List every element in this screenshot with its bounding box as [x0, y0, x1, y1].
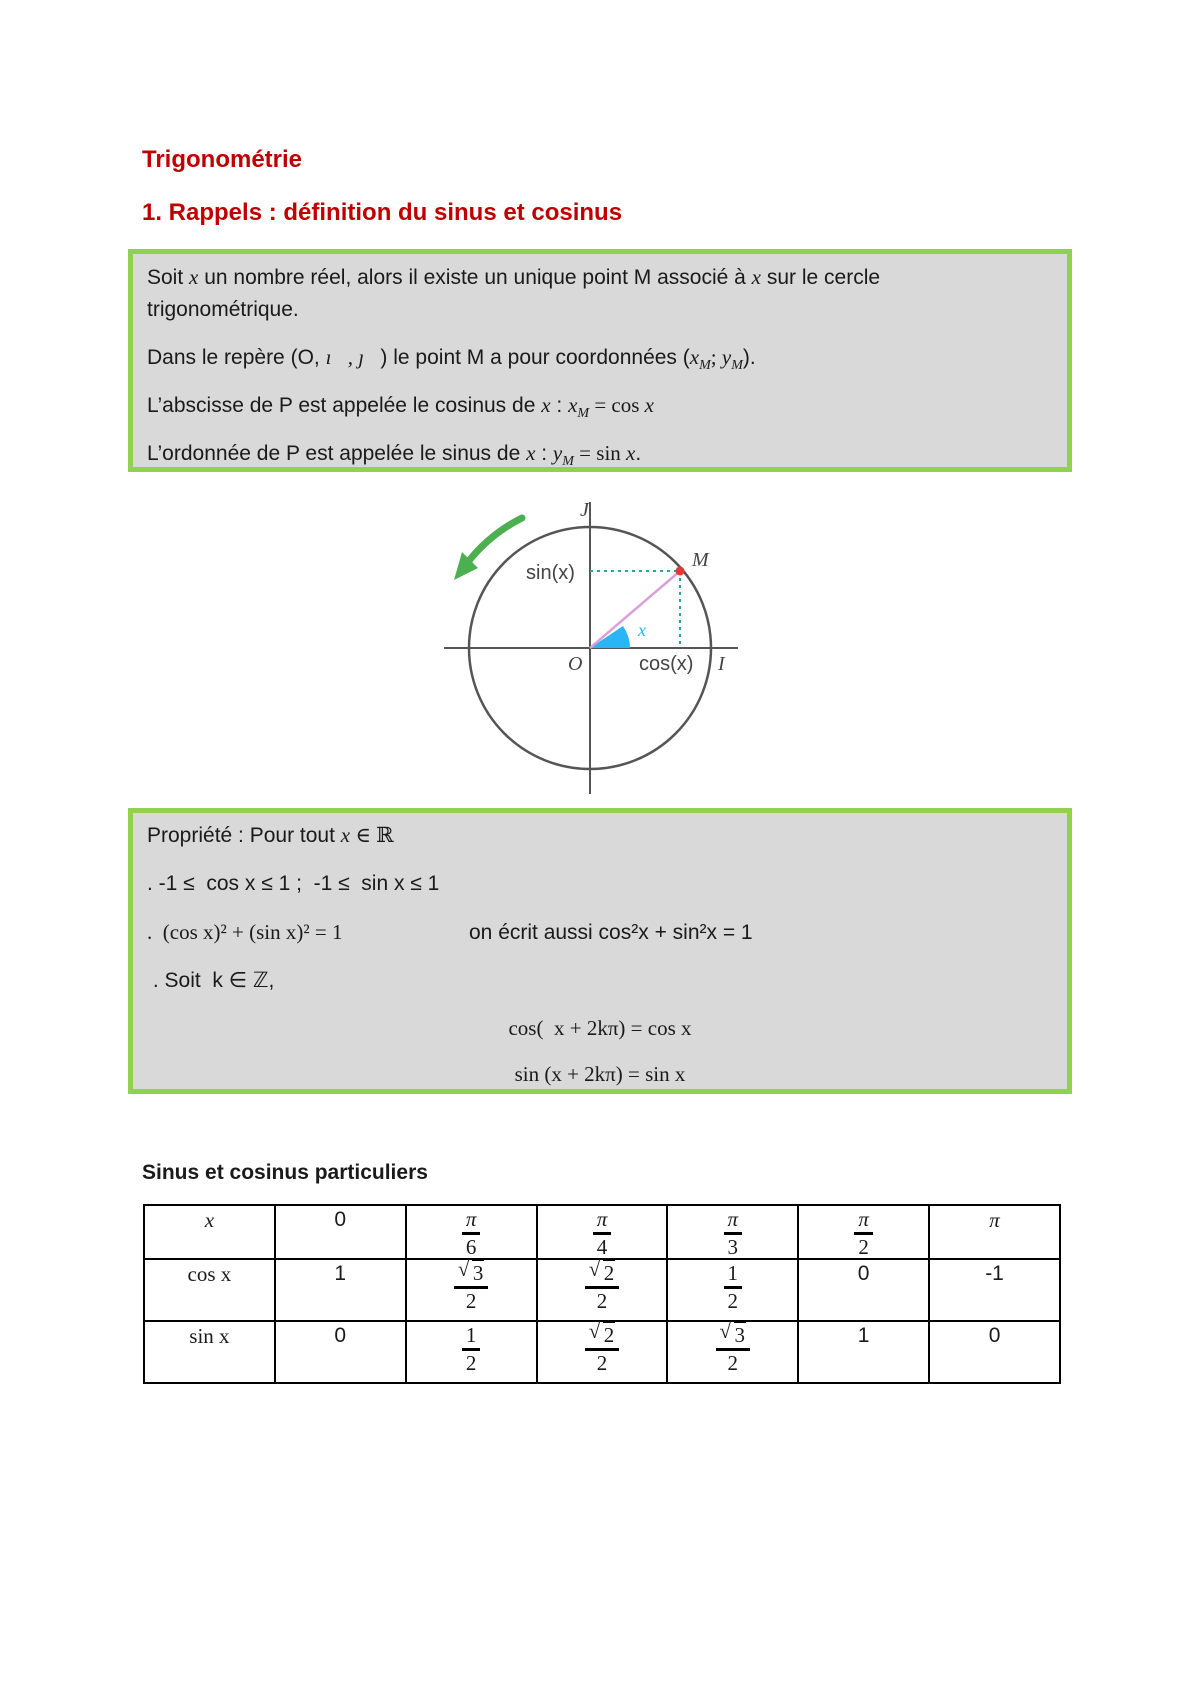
property-line-4: . Soit k ∈ ℤ,: [147, 969, 275, 992]
definition-line-3: Dans le repère (O, ı⃗, ȷ⃗) le point M a pour coordonnées ($x_M$; $y_M$).: [147, 345, 756, 374]
trig-circle-figure: [440, 496, 760, 796]
table-heading: Sinus et cosinus particuliers: [142, 1161, 428, 1184]
section-heading: 1. Rappels : définition du sinus et cosinus: [142, 199, 623, 226]
label-i: I: [718, 653, 725, 675]
radius-om: [590, 571, 680, 648]
definition-line-1: Soit x un nombre réel, alors il existe un unique point M associé à x sur le cercle: [147, 265, 881, 289]
label-cos-x: cos(x): [639, 653, 694, 675]
special-values-table: [143, 1204, 1061, 1384]
page-title: Trigonométrie: [142, 146, 303, 173]
property-line-5: cos( x + 2kπ) = cos x: [508, 1016, 692, 1040]
label-angle-x: x: [638, 620, 646, 640]
property-line-3b: on écrit aussi cos²x + sin²x = 1: [469, 921, 753, 944]
property-line-6: sin (x + 2kπ) = sin x: [514, 1062, 686, 1086]
property-line-2: . -1 ≤ cos x ≤ 1 ; -1 ≤ sin x ≤ 1: [147, 872, 440, 895]
table-row-x: x 0 $\frac{\pi}{6}$ $\frac{\pi}{4}$ $\frac{\pi}{3}$ $\frac{\pi}{2}$ π: [144, 1205, 1060, 1259]
definition-line-2: trigonométrique.: [147, 298, 299, 321]
definition-line-4: L’abscisse de P est appelée le cosinus de x : $x_M = \cos x$: [147, 393, 654, 422]
label-j: J: [580, 499, 589, 521]
point-m: [676, 567, 685, 576]
definition-box: [128, 249, 1072, 472]
definition-line-5: L’ordonnée de P est appelée le sinus de x : $y_M = \sin x$.: [147, 441, 642, 470]
label-m: M: [692, 549, 709, 571]
property-box: [128, 808, 1072, 1094]
table-row-cos: cos x 1 √ $\frac{3}{2}$ √ $\frac{2}{2}$ $\frac{1}{2}$ 0 -1: [144, 1259, 1060, 1321]
property-line-1: Propriété : Pour tout x ∈ ℝ: [147, 823, 394, 847]
label-sin-x: sin(x): [526, 562, 575, 584]
table-row-sin: sin x 0 $\frac{1}{2}$ √ $\frac{2}{2}$ √ $\frac{3}{2}$ 1 0: [144, 1321, 1060, 1383]
label-o: O: [568, 653, 583, 675]
property-line-3: . (cos x)² + (sin x)² = 1: [147, 920, 343, 944]
